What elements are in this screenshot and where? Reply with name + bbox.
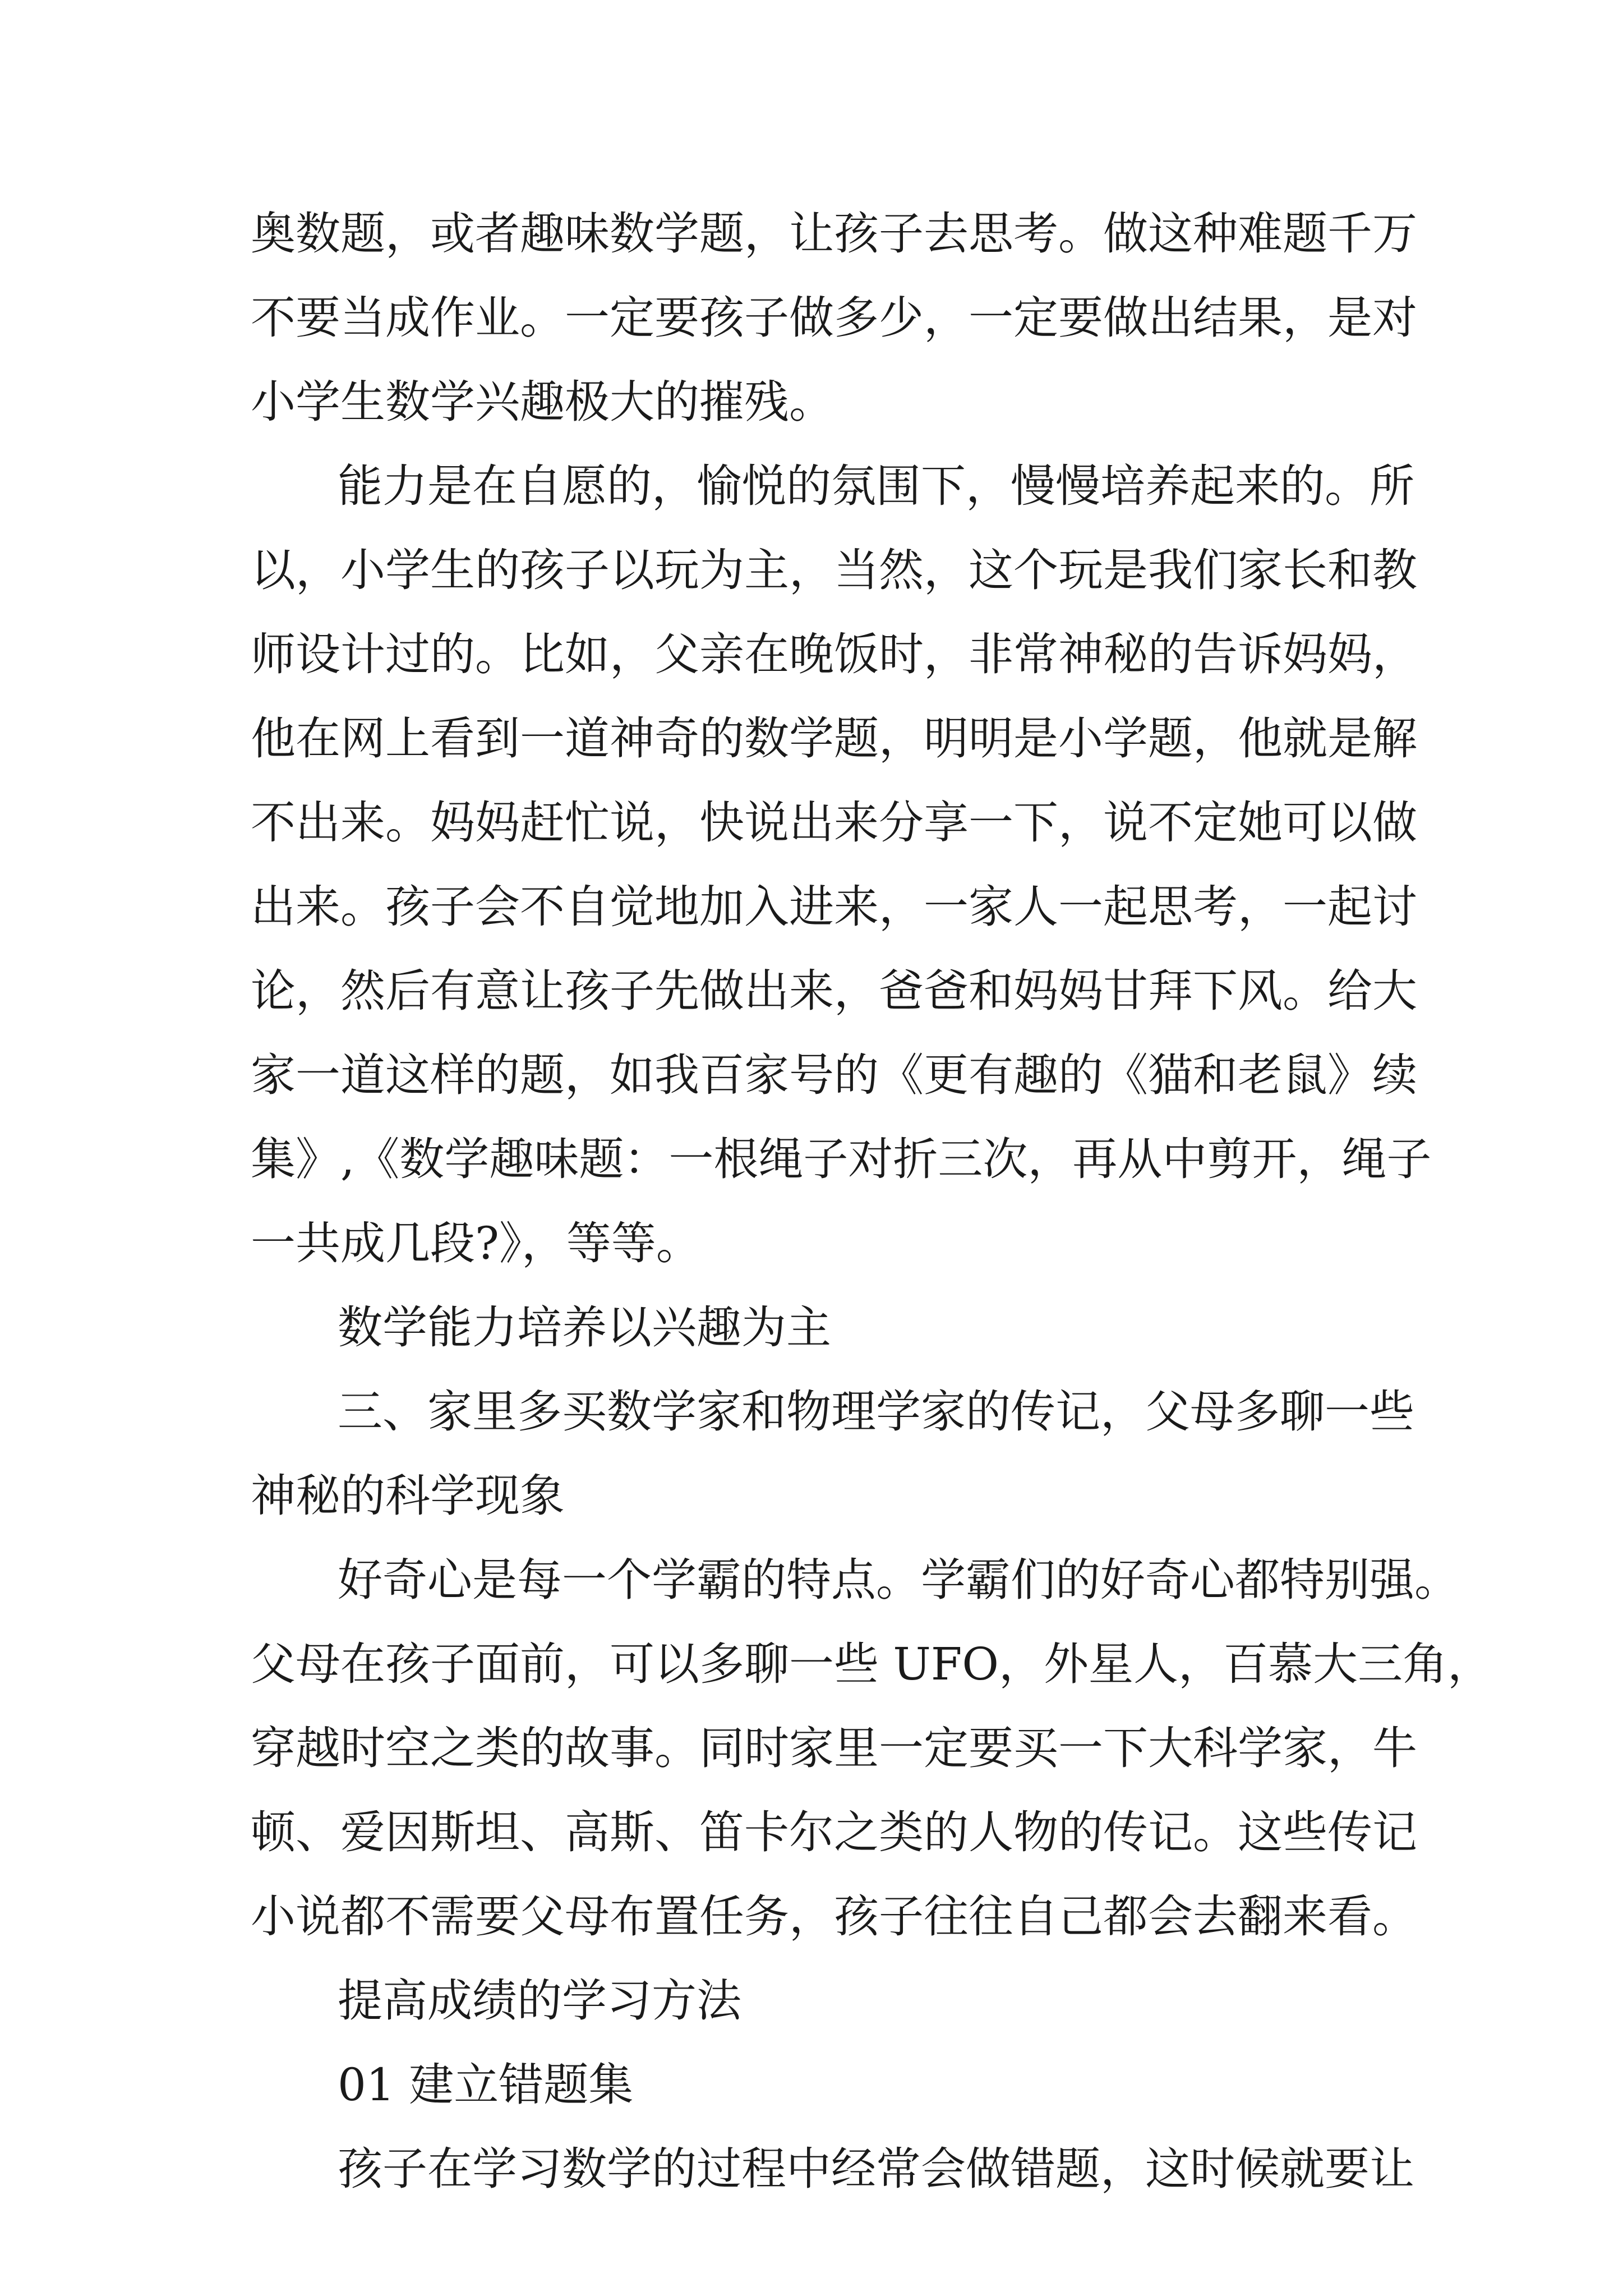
text-line: 能力是在自愿的，愉悦的氛围下，慢慢培养起来的。所 <box>338 460 1414 512</box>
text-line: 论，然后有意让孩子先做出来，爸爸和妈妈甘拜下风。给大 <box>251 965 1417 1017</box>
section-heading: 提高成绩的学习方法 <box>338 1975 741 2027</box>
text-line: 孩子在学习数学的过程中经常会做错题，这时候就要让 <box>338 2143 1414 2195</box>
text-line: 不出来。妈妈赶忙说，快说出来分享一下，说不定她可以做 <box>251 797 1417 849</box>
text-line: 父母在孩子面前，可以多聊一些 UFO，外星人，百慕大三角， <box>251 1638 1492 1690</box>
text-line: 小说都不需要父母布置任务，孩子往往自己都会去翻来看。 <box>251 1890 1417 1943</box>
text-line: 以，小学生的孩子以玩为主，当然，这个玩是我们家长和教 <box>251 544 1417 596</box>
text-line: 师设计过的。比如，父亲在晚饭时，非常神秘的告诉妈妈， <box>251 628 1417 680</box>
text-line: 家一道这样的题，如我百家号的《更有趣的《猫和老鼠》续 <box>251 1049 1417 1101</box>
text-line: 出来。孩子会不自觉地加入进来，一家人一起思考，一起讨 <box>251 881 1417 933</box>
text-line: 不要当成作业。一定要孩子做多少，一定要做出结果，是对 <box>251 292 1417 344</box>
text-line: 顿、爱因斯坦、高斯、笛卡尔之类的人物的传记。这些传记 <box>251 1806 1417 1858</box>
section-heading: 三、家里多买数学家和物理学家的传记，父母多聊一些 <box>338 1386 1414 1438</box>
section-heading: 神秘的科学现象 <box>251 1470 565 1522</box>
text-line: 他在网上看到一道神奇的数学题，明明是小学题，他就是解 <box>251 712 1417 765</box>
subsection-heading: 01 建立错题集 <box>338 2059 634 2111</box>
section-heading: 数学能力培养以兴趣为主 <box>338 1301 831 1354</box>
text-line: 奥数题，或者趣味数学题，让孩子去思考。做这种难题千万 <box>251 208 1417 260</box>
text-line: 集》,《数学趣味题：一根绳子对折三次，再从中剪开，绳子 <box>251 1133 1432 1185</box>
text-line: 一共成几段?》，等等。 <box>251 1217 701 1269</box>
text-line: 穿越时空之类的故事。同时家里一定要买一下大科学家，牛 <box>251 1722 1417 1774</box>
text-line: 好奇心是每一个学霸的特点。学霸们的好奇心都特别强。 <box>338 1554 1459 1606</box>
text-line: 小学生数学兴趣极大的摧残。 <box>251 376 834 428</box>
